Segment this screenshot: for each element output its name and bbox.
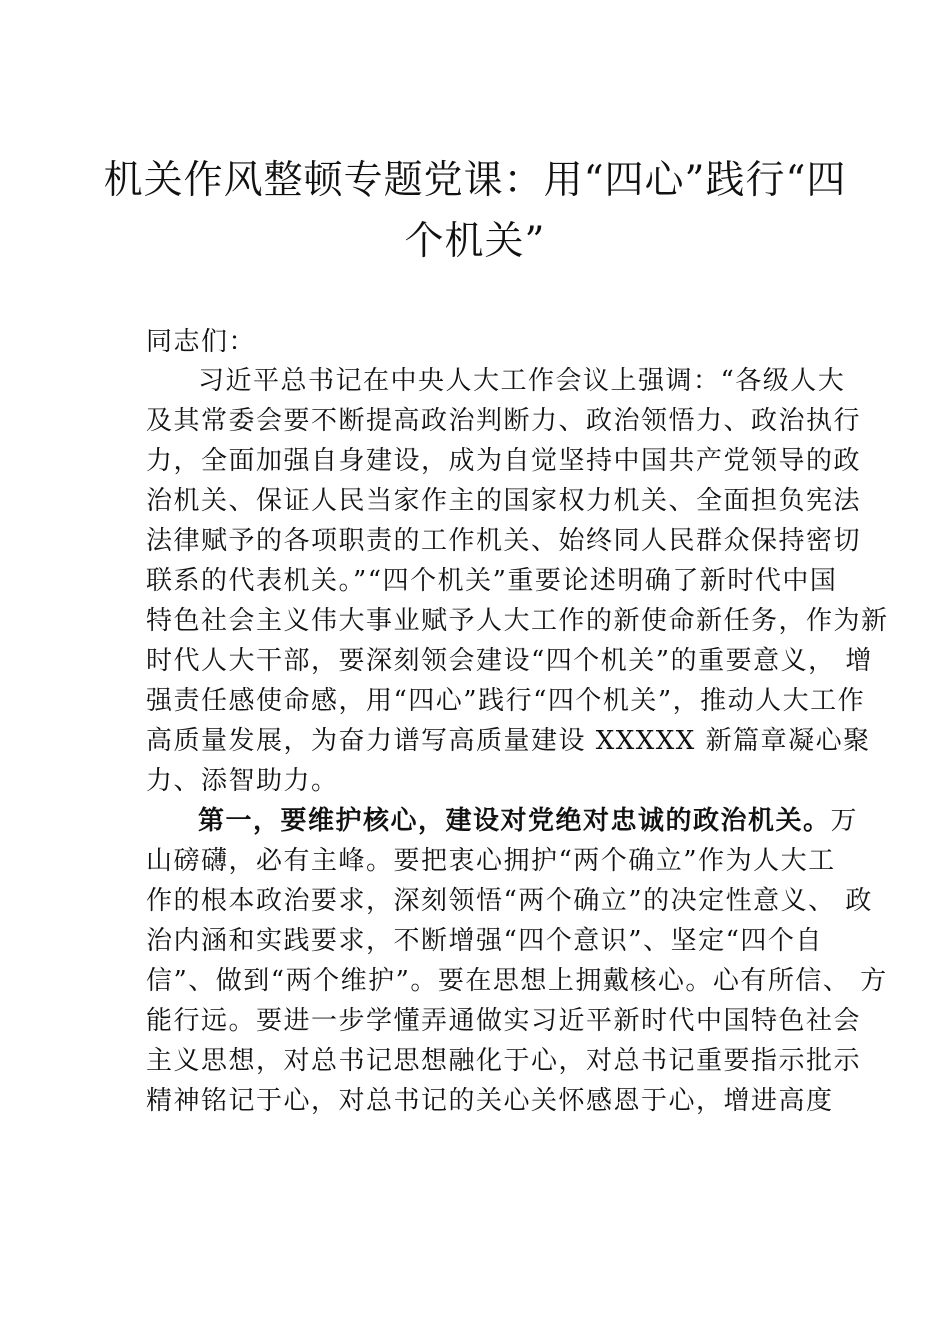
salutation: 同志们：	[146, 327, 257, 357]
paragraph-1-line: 特色社会主义伟大事业赋予人大工作的新使命新任务，作为新	[146, 606, 889, 636]
paragraph-1-line: 习近平总书记在中央人大工作会议上强调：“各级人大	[198, 366, 846, 396]
paragraph-1-line: 力，全面加强自身建设，成为自觉坚持中国共产党领导的政	[146, 446, 862, 476]
paragraph-2-first-tail: 万	[830, 806, 859, 836]
paragraph-2-line: 信”、做到“两个维护”。要在思想上拥戴核心。心有所信、 方	[146, 966, 888, 996]
section-heading: 第一，要维护核心，建设对党绝对忠诚的政治机关。	[198, 806, 831, 836]
paragraph-2-line: 能行远。要进一步学懂弄通做实习近平新时代中国特色社会	[146, 1006, 862, 1036]
paragraph-2-line: 精神铭记于心，对总书记的关心关怀感恩于心，增进高度	[146, 1086, 834, 1116]
paragraph-1-line: 力、添智助力。	[146, 766, 339, 796]
paragraph-1-line: 时代人大干部，要深刻领会建设“四个机关”的重要意义， 增	[146, 646, 873, 676]
paragraph-2-line: 山磅礴，必有主峰。要把衷心拥护“两个确立”作为人大工	[146, 846, 836, 876]
paragraph-1-line: 法律赋予的各项职责的工作机关、始终同人民群众保持密切	[146, 526, 862, 556]
paragraph-1-line: 治机关、保证人民当家作主的国家权力机关、全面担负宪法	[146, 486, 862, 516]
paragraph-2-line: 作的根本政治要求，深刻领悟“两个确立”的决定性意义、 政	[146, 886, 873, 916]
paragraph-1-line: 联系的代表机关。”“四个机关”重要论述明确了新时代中国	[146, 566, 838, 596]
paragraph-2-line: 主义思想，对总书记思想融化于心，对总书记重要指示批示	[146, 1046, 862, 1076]
paragraph-2-line: 治内涵和实践要求，不断增强“四个意识”、坚定“四个自	[146, 926, 823, 956]
paragraph-1-line: 高质量发展，为奋力谱写高质量建设 XXXXX 新篇章凝心聚	[146, 726, 871, 756]
title-line-2: 个机关”	[404, 219, 546, 264]
title-line-1: 机关作风整顿专题党课：用“四心”践行“四	[103, 158, 847, 203]
paragraph-2-first-line	[198, 804, 858, 838]
paragraph-1-line: 强责任感使命感，用“四心”践行“四个机关”，推动人大工作	[146, 686, 866, 716]
paragraph-1-line: 及其常委会要不断提高政治判断力、政治领悟力、政治执行	[146, 406, 862, 436]
